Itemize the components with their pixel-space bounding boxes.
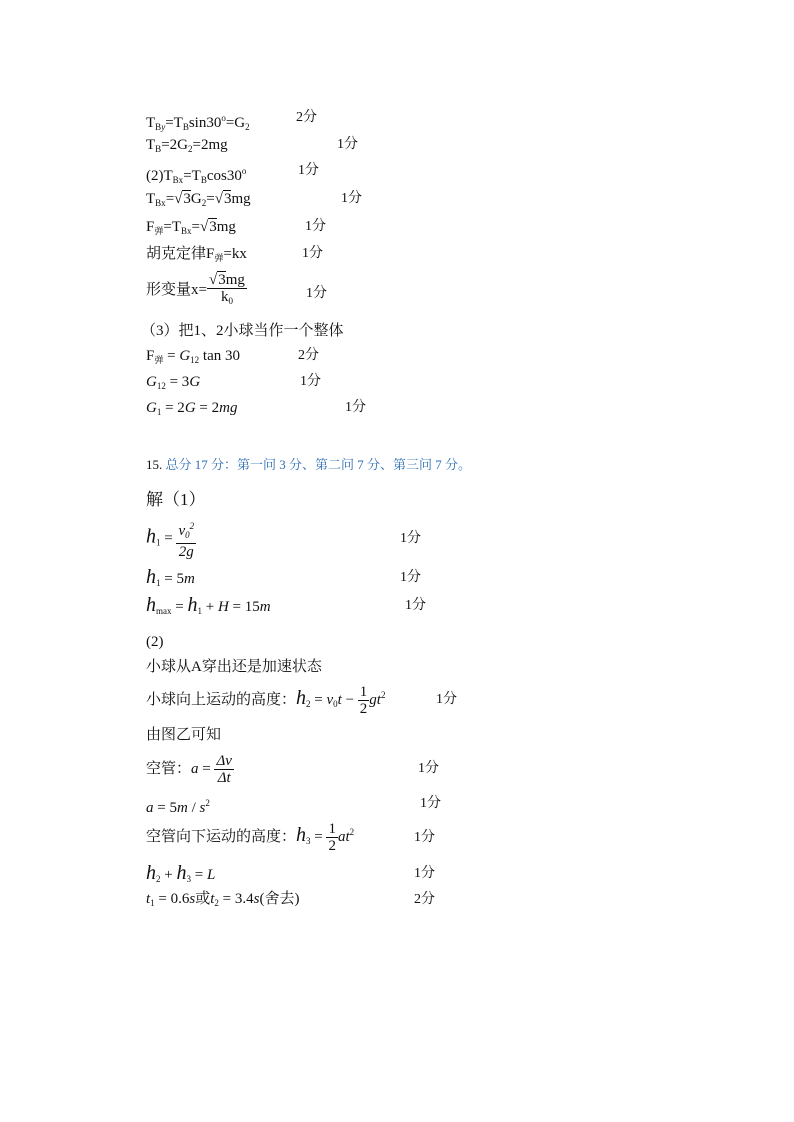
eq-a-formula: 空管：a = $\frac{\Delta v}{\Delta t}$: [146, 753, 232, 786]
eq-h2: 小球向上运动的高度：$h_2 = v_0t$ − $\frac{1}{2}$ $gt^2$: [146, 684, 386, 717]
eq-g1: $G_1 = 2G = 2mg$: [146, 400, 238, 417]
eq-a-value: $a = 5m / s^2$: [146, 798, 210, 816]
score: 1分: [300, 374, 321, 389]
score: 1分: [305, 219, 326, 234]
or-text: 或: [195, 891, 211, 907]
eq-tbx: $(2)T_{Bx}=T_B\cos 30^o$: [146, 166, 247, 185]
fraction: $\frac{√3mg}{k_0}$: [208, 272, 245, 306]
solution-label: 解（1）: [146, 490, 206, 509]
fraction: $\frac{v_0^2}{2g}$: [176, 518, 196, 560]
score: 1分: [420, 796, 441, 811]
score: 1分: [337, 137, 358, 152]
eq-hooke: 胡克定律$F_弹=kx$: [146, 246, 247, 263]
label-text: 形变量: [146, 281, 192, 298]
eq-tbx-value: $T_{Bx}=√3G_2=√3mg$: [146, 191, 251, 208]
sub-label: 弹: [154, 226, 164, 236]
score: 1分: [414, 830, 435, 845]
fraction: $\frac{1}{2}$: [328, 821, 336, 854]
score: 1分: [414, 866, 435, 881]
score: 1分: [436, 692, 457, 707]
score: 2分: [298, 348, 319, 363]
part2-label: (2): [146, 634, 164, 650]
eq-tby: $T_{By}=T_B\sin 30^o=G_2$: [146, 113, 250, 132]
sub-label: 弹: [154, 355, 164, 365]
label-text: 空管：: [146, 760, 192, 777]
eq-g12: $G_{12} = 3G$: [146, 374, 201, 391]
score: 1分: [302, 246, 323, 261]
score: 1分: [400, 570, 421, 585]
q15-header: [146, 455, 471, 475]
graph-reference-text: 由图乙可知: [146, 727, 222, 743]
ball-state-text: 小球从A穿出还是加速状态: [146, 659, 322, 675]
score: 1分: [400, 531, 421, 546]
eq-h3: 空管向下运动的高度：$h_3$ = $\frac{1}{2}$ $at^2$: [146, 821, 355, 854]
label-text: 空管向下运动的高度：: [146, 828, 297, 845]
sub-label: 弹: [214, 253, 224, 263]
score: 1分: [341, 191, 362, 206]
fraction: $\frac{1}{2}$: [359, 684, 368, 717]
eq-spring-force: $F_弹=T_{Bx}=√3mg$: [146, 219, 236, 236]
score: 1分: [345, 400, 366, 415]
eq-h1-formula: $h_1$ = $\frac{v_0^2}{2g}$: [146, 518, 196, 560]
question-number: 15.: [146, 457, 163, 472]
eq-spring-tan: $F_弹 = G_{12}$ tan 30: [146, 348, 240, 365]
score-summary: 总分 17 分：第一问 3 分、第二问 7 分、第三问 7 分。: [165, 457, 472, 472]
score: 1分: [298, 163, 319, 178]
score: 1分: [306, 286, 327, 301]
eq-time-solutions: $t_1 = 0.6s$或$t_2 = 3.4s$(舍去): [146, 891, 300, 908]
discard-note: (舍去): [259, 891, 300, 907]
part-label: (2): [146, 168, 164, 184]
eq-h2-h3-sum: $h_2 + h_3 = L$: [146, 862, 216, 884]
whole-system-line: （3）把1、2小球当作一个整体: [141, 323, 344, 339]
label-text: 胡克定律: [146, 246, 207, 262]
score: 1分: [405, 598, 426, 613]
score: 2分: [296, 110, 317, 125]
eq-h1-value: $h_1 = 5m$: [146, 566, 195, 588]
score: 2分: [414, 892, 435, 907]
eq-deformation: 形变量x= $\frac{√3mg}{k_0}$: [146, 272, 247, 309]
eq-tb: $T_B=2G_2=2mg$: [146, 137, 228, 154]
score: 1分: [418, 761, 439, 776]
label-text: 小球向上运动的高度：: [146, 691, 297, 708]
eq-hmax: $h_{max} = h_1 + H = 15m$: [146, 594, 271, 616]
fraction: $\frac{\Delta v}{\Delta t}$: [216, 753, 232, 786]
